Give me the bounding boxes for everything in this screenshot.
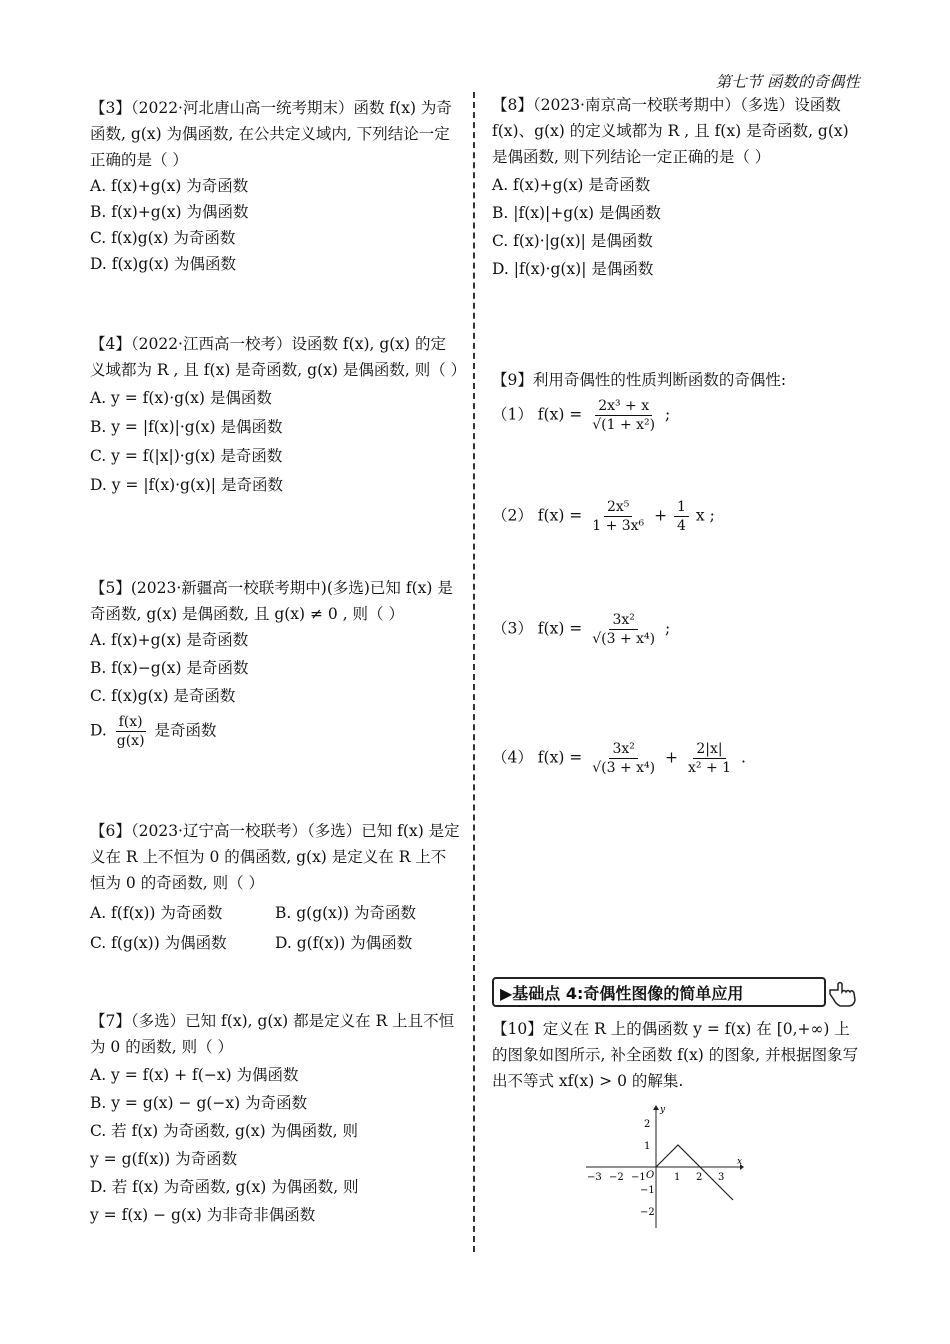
fraction-denominator: √(1 + x²) xyxy=(592,417,656,433)
part-4-plus: + xyxy=(665,748,679,767)
option-d-cont: y = f(x) − g(x) 为非奇非偶函数 xyxy=(90,1206,316,1224)
y-tick-label: 1 xyxy=(644,1141,651,1152)
question-stem: 【5】(2023·新疆高一校联考期中)(多选)已知 f(x) 是奇函数, g(x) 是偶函数, 且 g(x) ≠ 0 , 则（ ） xyxy=(90,579,453,623)
question-10 xyxy=(492,1016,864,1094)
x-tick-label: 1 xyxy=(674,1172,681,1183)
part-3 xyxy=(492,611,864,648)
fraction-numerator: 2x⁵ xyxy=(604,498,632,517)
part-1 xyxy=(492,397,864,434)
fraction-numerator: f(x) xyxy=(116,713,146,732)
option-a: A. y = f(x) + f(−x) 为偶函数 xyxy=(90,1066,299,1084)
option-b: B. f(x)−g(x) 是奇函数 xyxy=(90,659,249,677)
part-4-fraction xyxy=(589,740,658,777)
page-header: 第七节 函数的奇偶性 xyxy=(715,73,860,91)
fraction-denominator: √(3 + x⁴) xyxy=(592,760,656,776)
part-4-tail: . xyxy=(740,748,746,767)
x-tick-label: −1 xyxy=(631,1172,646,1183)
option-d: D. 若 f(x) 为奇函数, g(x) 为偶函数, 则 xyxy=(90,1178,359,1196)
origin-label: O xyxy=(646,1170,655,1181)
question-stem: 【4】（2022·江西高一校考）设函数 f(x), g(x) 的定义域都为 R , 且 f(x) 是奇函数, g(x) 是偶函数, 则（ ） xyxy=(90,335,467,379)
question-stem: 【8】（2023·南京高一校联考期中）（多选）设函数 f(x)、g(x) 的定义域都为 R , 且 f(x) 是奇函数, g(x) 是偶函数, 则下列结论一定正确的是（ ） xyxy=(492,96,849,166)
x-tick-label: 3 xyxy=(718,1172,725,1183)
fraction-numerator: 2|x| xyxy=(693,740,725,759)
y-axis-label: y xyxy=(660,1105,666,1115)
question-stem: 【6】（2023·辽宁高一校联考）（多选）已知 f(x) 是定义在 R 上不恒为 0 的偶函数, g(x) 是定义在 R 上不恒为 0 的奇函数, 则（ ） xyxy=(90,822,460,892)
option-d: D. f(x)g(x) 为偶函数 xyxy=(90,255,236,273)
option-b: B. f(x)+g(x) 为偶函数 xyxy=(90,203,249,221)
fraction-denominator: √(3 + x⁴) xyxy=(592,631,656,647)
option-a: A. f(x)+g(x) 是奇函数 xyxy=(90,631,249,649)
option-a: A. y = f(x)·g(x) 是偶函数 xyxy=(90,389,272,407)
option-c: C. f(x)·|g(x)| 是偶函数 xyxy=(492,232,653,250)
option-b: B. y = |f(x)|·g(x) 是偶函数 xyxy=(90,418,283,436)
question-stem: 【9】利用奇偶性的性质判断函数的奇偶性: xyxy=(492,371,787,389)
option-b: B. y = g(x) − g(−x) 为奇函数 xyxy=(90,1094,308,1112)
question-4 xyxy=(90,331,467,498)
part-2-fraction xyxy=(589,498,647,535)
option-b: B. g(g(x)) 为奇函数 xyxy=(275,904,416,922)
part-2-fraction-2 xyxy=(674,498,689,535)
question-7 xyxy=(90,1008,460,1228)
part-1-label: （1） f(x) = xyxy=(492,405,583,424)
question-5 xyxy=(90,575,460,750)
fraction-denominator: x² + 1 xyxy=(687,760,732,776)
x-tick-label: 2 xyxy=(696,1172,703,1183)
option-d-label: D. xyxy=(90,721,107,740)
option-d-fraction xyxy=(114,713,148,750)
option-a: A. f(x)+g(x) 为奇函数 xyxy=(90,177,249,195)
option-b: B. |f(x)|+g(x) 是偶函数 xyxy=(492,204,661,222)
y-tick-label: 2 xyxy=(644,1119,651,1130)
option-a: A. f(x)+g(x) 是奇函数 xyxy=(492,176,651,194)
options-row-2 xyxy=(90,930,460,956)
part-2 xyxy=(492,498,864,535)
part-1-tail: ; xyxy=(665,405,671,424)
part-2-label: （2） f(x) = xyxy=(492,506,583,525)
y-axis-arrow xyxy=(653,1105,659,1110)
fraction-numerator: 3x² xyxy=(609,740,637,759)
part-4-fraction-2 xyxy=(685,740,734,777)
fraction-numerator: 1 xyxy=(674,498,689,517)
option-c: C. f(g(x)) 为偶函数 xyxy=(90,934,227,952)
fraction-denominator: g(x) xyxy=(116,733,145,749)
option-d: D. |f(x)·g(x)| 是偶函数 xyxy=(492,260,654,278)
question-8 xyxy=(492,92,864,282)
y-tick-label: −1 xyxy=(640,1185,655,1196)
fraction-denominator: 4 xyxy=(677,518,686,534)
option-c: C. 若 f(x) 为奇函数, g(x) 为偶函数, 则 xyxy=(90,1122,358,1140)
question-3 xyxy=(90,95,460,277)
option-d: D. g(f(x)) 为偶函数 xyxy=(275,934,413,952)
pointing-hand-icon xyxy=(828,978,860,1008)
part-1-fraction xyxy=(589,397,658,434)
part-3-tail: ; xyxy=(665,619,671,638)
y-tick-label: −2 xyxy=(640,1207,655,1218)
part-4 xyxy=(492,740,864,777)
x-tick-label: −2 xyxy=(609,1172,624,1183)
fraction-numerator: 3x² xyxy=(609,611,637,630)
fraction-denominator: 1 + 3x⁶ xyxy=(592,518,645,534)
option-c: C. f(x)g(x) 是奇函数 xyxy=(90,687,236,705)
column-divider xyxy=(473,92,475,1252)
question-stem: 【3】（2022·河北唐山高一统考期末）函数 f(x) 为奇函数, g(x) 为偶函数, 在公共定义域内, 下列结论一定正确的是（ ） xyxy=(90,99,452,169)
option-c: C. f(x)g(x) 为奇函数 xyxy=(90,229,236,247)
fraction-numerator: 2x³ + x xyxy=(595,397,652,416)
option-c-cont: y = g(f(x)) 为奇函数 xyxy=(90,1150,238,1168)
part-2-plus: + xyxy=(654,506,668,525)
part-3-label: （3） f(x) = xyxy=(492,619,583,638)
question-6 xyxy=(90,818,460,956)
option-d-tail: 是奇函数 xyxy=(154,721,217,740)
section-banner: ▶基础点 4:奇偶性图像的简单应用 xyxy=(492,977,826,1007)
options-row-1 xyxy=(90,900,460,926)
question-stem: 【10】定义在 R 上的偶函数 y = f(x) 在 [0,+∞) 上的图象如图所示, 补全函数 f(x) 的图象, 并根据图象写出不等式 xf(x) > 0 的解集. xyxy=(492,1020,859,1090)
option-a: A. f(f(x)) 为奇函数 xyxy=(90,904,223,922)
option-c: C. y = f(|x|)·g(x) 是奇函数 xyxy=(90,447,283,465)
function-graph xyxy=(584,1104,744,1230)
option-d: D. y = |f(x)·g(x)| 是奇函数 xyxy=(90,476,283,494)
question-9 xyxy=(492,367,864,777)
question-stem: 【7】（多选）已知 f(x), g(x) 都是定义在 R 上且不恒为 0 的函数, 则（ ） xyxy=(90,1012,455,1056)
option-d xyxy=(90,713,460,750)
part-4-label: （4） f(x) = xyxy=(492,748,583,767)
x-axis-label: x xyxy=(737,1157,743,1167)
part-3-fraction xyxy=(589,611,658,648)
x-tick-label: −3 xyxy=(587,1172,602,1183)
part-2-tail: x ; xyxy=(695,506,715,525)
